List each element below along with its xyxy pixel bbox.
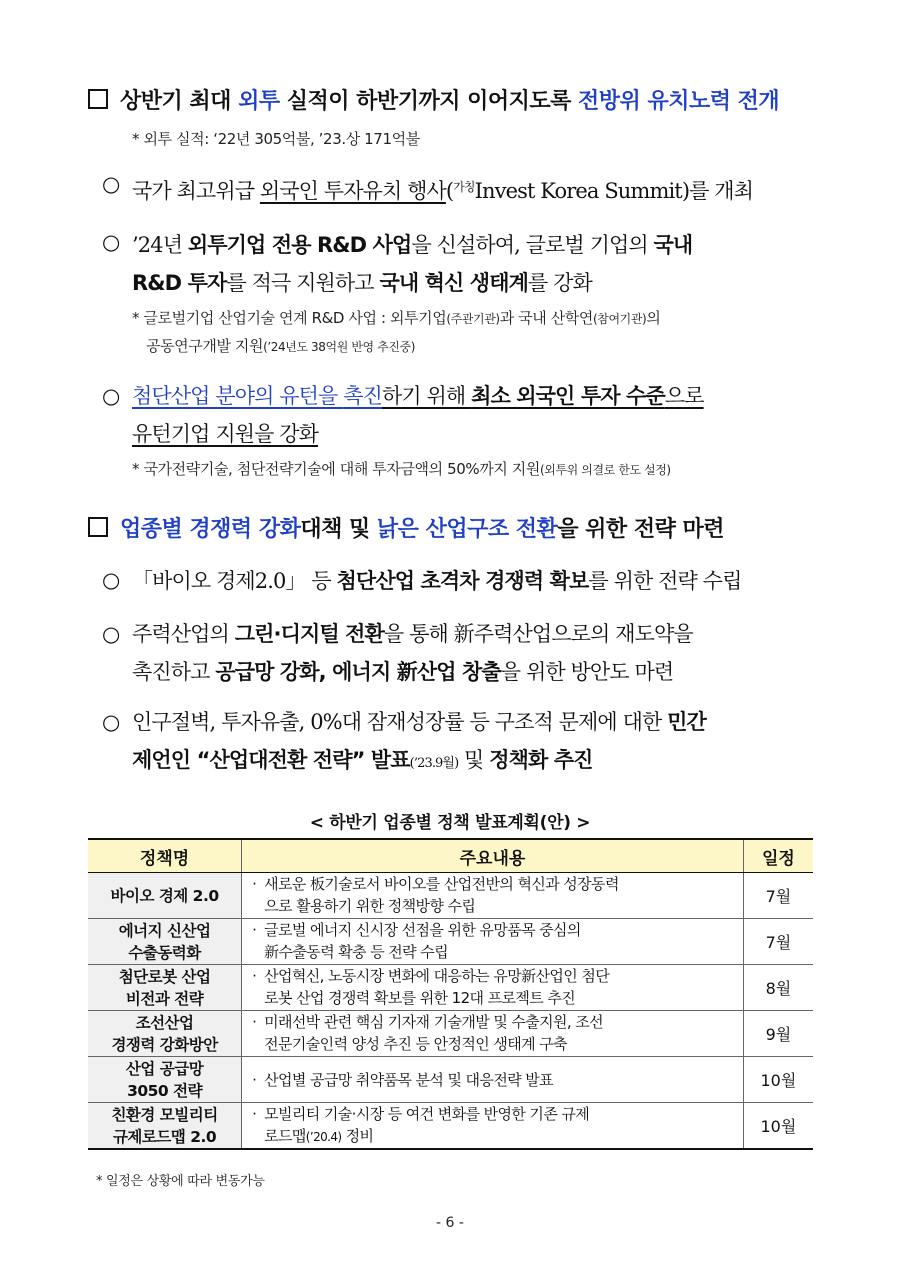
footnote: * 일정은 상황에 따라 변동가능	[96, 1174, 265, 1189]
policy-name-cell	[88, 873, 242, 919]
content-line	[252, 941, 737, 964]
circle-bullet-icon: ○	[102, 384, 121, 408]
title-highlight: 외투	[238, 89, 280, 114]
middle-dot-icon: ·	[252, 875, 257, 893]
text-emphasis: 외투기업 전용 R&D 사업	[187, 233, 412, 257]
title-highlight: 낡은 산업구조 전환	[376, 517, 558, 542]
text: ,	[318, 660, 333, 684]
text: 을 신설하여, 글로벌 기업의	[411, 233, 654, 257]
content-line	[252, 1125, 737, 1148]
content-text	[264, 895, 475, 918]
text: * 국가전략기술, 첨단전략기술에 대해 투자금액의 50%까지 지원	[132, 460, 540, 478]
text-emphasis: 민간	[667, 710, 706, 734]
text: 로봇 산업 경쟁력 확보를 위한 12대 프로젝트 추진	[264, 989, 576, 1007]
note-rnd-detail	[132, 305, 660, 361]
text-emphasis: 국내 혁신 생태계	[379, 271, 528, 295]
policy-name-line: 비전과 전략	[125, 989, 204, 1008]
bullet-reshoring	[132, 377, 817, 453]
policy-name-cell	[88, 1011, 242, 1057]
content-cell	[242, 1011, 744, 1057]
policy-name-line: 규제로드맵 2.0	[112, 1127, 217, 1146]
text: 유턴기업 지원을 강화	[132, 422, 319, 446]
text-small: (’20.4)	[305, 1130, 342, 1144]
content-line	[252, 1033, 737, 1056]
policy-name-cell	[88, 965, 242, 1011]
text: 촉진하고	[132, 660, 216, 684]
content-line	[252, 873, 737, 895]
middle-dot-icon: ·	[252, 1013, 257, 1031]
square-box-icon	[88, 517, 108, 537]
text: ’24년	[132, 233, 188, 257]
square-box-icon	[88, 89, 108, 109]
text-small: (참여기관)	[592, 312, 647, 326]
text: Invest Korea Summit)를 개최	[474, 179, 754, 203]
middle-dot-icon: ·	[252, 967, 257, 985]
line	[132, 703, 817, 741]
content-text	[264, 1125, 373, 1148]
bullet-green-digital	[132, 615, 817, 691]
content-cell	[242, 919, 744, 965]
schedule-cell: 10월	[743, 1103, 813, 1150]
line	[132, 264, 817, 302]
bullet-bio-economy	[132, 562, 817, 600]
title-text: 상반기 최대	[120, 89, 239, 114]
text: 정비	[341, 1127, 374, 1145]
text-emphasis: 외국인 투자유치 행사	[259, 179, 446, 203]
content-line	[252, 1103, 737, 1125]
circle-bullet-icon: ○	[102, 230, 121, 254]
note-fdi-performance: * 외투 실적: ‘22년 305억불, ’23.상 171억불	[132, 130, 420, 148]
text: 하기 위해	[381, 384, 472, 408]
text-emphasis: 국내	[653, 233, 693, 257]
table-row	[88, 1103, 813, 1150]
spacer	[252, 895, 264, 918]
section-1-title	[88, 84, 818, 115]
text: 를 적극 지원하고	[226, 271, 380, 295]
content-text: 모빌리티 기술·시장 등 여건 변화를 반영한 기존 규제	[264, 1105, 590, 1123]
text-emphasis: 최소 외국인 투자 수준	[471, 384, 665, 408]
spacer	[252, 1125, 264, 1148]
content-line	[252, 919, 737, 941]
bullet-industrial-transformation	[132, 703, 817, 783]
content-line	[252, 965, 737, 987]
text: 을 통해 新주력산업으로의 재도약을	[383, 622, 693, 646]
table-caption: < 하반기 업종별 정책 발표계획(안) >	[309, 813, 591, 833]
policy-name-line: 바이오 경제 2.0	[110, 886, 219, 905]
content-text	[264, 941, 448, 964]
table-row	[88, 873, 813, 919]
text: 인구절벽, 투자유출, 0%대 잠재성장률 등 구조적 문제에 대한	[132, 710, 668, 734]
page-number: - 6 -	[436, 1215, 464, 1231]
schedule-cell: 7월	[743, 873, 813, 919]
text: 「바이오 경제2.0」 등	[132, 569, 337, 593]
content-cell	[242, 1103, 744, 1150]
policy-name-cell	[88, 1057, 242, 1103]
content-text: 산업혁신, 노동시장 변화에 대응하는 유망新산업인 첨단	[264, 967, 610, 985]
policy-name-line: 친환경 모빌리티	[111, 1105, 218, 1124]
text: (	[445, 179, 454, 203]
bullet-rnd-program	[132, 226, 817, 302]
line	[132, 226, 817, 264]
line	[132, 653, 817, 691]
line	[132, 333, 660, 361]
bullet-invest-summit	[132, 168, 817, 210]
text: 및	[458, 748, 490, 772]
line	[132, 615, 817, 653]
table-row	[88, 919, 813, 965]
text: 를 위한 전략 수립	[588, 569, 742, 593]
title-text: 실적이 하반기까지 이어지도록	[279, 89, 579, 114]
content-line	[252, 987, 737, 1010]
text: 의	[646, 309, 661, 327]
text: 로드맵	[264, 1127, 306, 1145]
title-text: 을 위한 전략 마련	[557, 517, 725, 542]
text-small: (외투위 의결로 한도 설정)	[539, 463, 671, 477]
text: 으로 활용하기 위한 정책방향 수립	[264, 897, 476, 915]
text-highlight: 촉진	[343, 384, 382, 408]
text-emphasis: 첨단산업 초격차 경쟁력 확보	[336, 569, 589, 593]
header-schedule: 일정	[743, 839, 813, 873]
table-row	[88, 965, 813, 1011]
header-policy-name: 정책명	[88, 839, 242, 873]
text-highlight: 을	[318, 384, 344, 408]
spacer	[252, 1033, 264, 1056]
content-cell	[242, 873, 744, 919]
text-small: (’23.9월)	[409, 756, 459, 771]
content-cell	[242, 1057, 744, 1103]
header-main-content: 주요내용	[242, 839, 744, 873]
title-text: 대책 및	[300, 517, 377, 542]
table-header-row	[88, 839, 813, 873]
text-emphasis: R&D 투자	[132, 271, 227, 295]
spacer	[252, 987, 264, 1010]
policy-name-line: 3050 전략	[127, 1081, 203, 1100]
text-small: (’24년도 38억원 반영 추진중)	[263, 340, 415, 354]
content-text	[264, 1033, 567, 1056]
line	[132, 415, 817, 453]
text-emphasis: 그린·디지털 전환	[234, 622, 384, 646]
policy-name-line: 경쟁력 강화방안	[111, 1035, 218, 1054]
schedule-cell: 9월	[743, 1011, 813, 1057]
text: 전문기술인력 양성 추진 등 안정적인 생태계 구축	[264, 1035, 567, 1053]
content-text: 글로벌 에너지 신시장 선점을 위한 유망품목 중심의	[264, 921, 581, 939]
middle-dot-icon: ·	[252, 1070, 257, 1089]
content-text: 미래선박 관련 핵심 기자재 기술개발 및 수출지원, 조선	[264, 1013, 604, 1031]
text-emphasis: 정책화 추진	[489, 748, 593, 772]
section-2-title	[88, 512, 818, 543]
content-text: 산업별 공급망 취약품목 분석 및 대응전략 발표	[264, 1070, 554, 1089]
text: 新수출동력 확충 등 전략 수립	[264, 943, 448, 961]
policy-name-cell	[88, 919, 242, 965]
middle-dot-icon: ·	[252, 921, 257, 939]
table-row	[88, 1011, 813, 1057]
circle-bullet-icon: ○	[102, 568, 121, 592]
text: 과 국내 산학연	[499, 309, 593, 327]
text-emphasis: 공급망 강화	[215, 660, 319, 684]
line	[132, 741, 817, 783]
text: 을 위한 방안도 마련	[500, 660, 674, 684]
policy-name-line: 수출동력화	[128, 943, 201, 962]
policy-name-line: 에너지 신산업	[118, 921, 211, 940]
content-cell	[242, 965, 744, 1011]
text-emphasis: 제언인 “산업대전환 전략” 발표	[132, 748, 410, 772]
title-highlight: 업종별 경쟁력 강화	[120, 517, 301, 542]
schedule-cell: 10월	[743, 1057, 813, 1103]
content-line	[252, 1069, 737, 1091]
policy-name-line: 산업 공급망	[125, 1059, 204, 1078]
table-body	[88, 873, 813, 1150]
circle-bullet-icon: ○	[102, 622, 121, 646]
circle-bullet-icon: ○	[102, 710, 121, 734]
line	[132, 305, 660, 333]
policy-name-cell	[88, 1103, 242, 1150]
text: 으로	[664, 384, 704, 408]
spacer	[252, 941, 264, 964]
text-highlight: 첨단산업 분야의 유턴	[132, 384, 319, 408]
middle-dot-icon: ·	[252, 1105, 257, 1123]
content-text: 새로운 板기술로서 바이오를 산업전반의 혁신과 성장동력	[264, 875, 619, 893]
content-text	[264, 987, 575, 1010]
circle-bullet-icon: ○	[102, 172, 121, 196]
text: 주력산업의	[132, 622, 235, 646]
content-line	[252, 1011, 737, 1033]
line	[132, 377, 817, 415]
title-highlight: 전방위 유치노력 전개	[578, 89, 780, 114]
text: * 글로벌기업 산업기술 연계 R&D 사업 : 외투기업	[132, 309, 447, 327]
note-support-limit	[132, 458, 671, 479]
text-emphasis: 에너지 新산업 창출	[332, 660, 501, 684]
policy-name-line: 첨단로봇 산업	[118, 967, 211, 986]
content-line	[252, 895, 737, 918]
table-row	[88, 1057, 813, 1103]
text: 공동연구개발 지원	[146, 337, 264, 355]
policy-plan-table	[88, 838, 813, 1150]
text: 국가 최고위급	[132, 179, 260, 203]
policy-name-line: 조선산업	[135, 1013, 194, 1032]
text: 를 강화	[527, 271, 592, 295]
schedule-cell: 8월	[743, 965, 813, 1011]
text-superscript: 가칭	[453, 180, 475, 194]
text-small: (주관기관)	[446, 312, 500, 326]
schedule-cell: 7월	[743, 919, 813, 965]
